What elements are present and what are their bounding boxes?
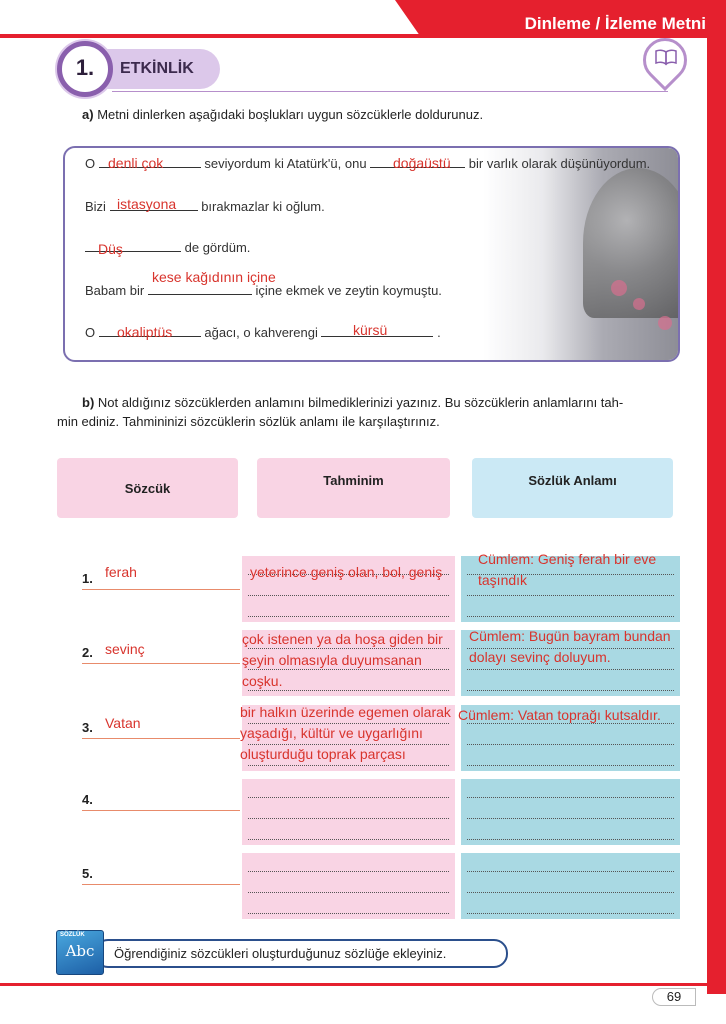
row-meaning: Cümlem: Geniş ferah bir eve taşındık: [478, 551, 657, 588]
part-b-letter: b): [82, 395, 95, 410]
meaning-cell[interactable]: [461, 853, 680, 919]
activity-divider: [112, 91, 668, 92]
word-line: [82, 884, 240, 885]
answer-7: kürsü: [353, 322, 388, 338]
row-guess: bir halkın üzerinde egemen olarak yaşadığı, kültür ve uygarlığını oluşturduğu toprak parçası: [240, 704, 451, 762]
part-a-letter: a): [82, 107, 94, 122]
header-meaning: Sözlük Anlamı: [472, 458, 673, 518]
word-line: [82, 810, 240, 811]
guess-cell[interactable]: [242, 853, 455, 919]
answer-4: Düş: [98, 241, 123, 257]
header-band: [0, 34, 726, 38]
row-number: 2.: [82, 645, 93, 660]
photo-flower: [633, 298, 645, 310]
answer-5: kese kağıdının içine: [152, 269, 276, 285]
fill-line-text: ağacı, o kahverengi: [204, 325, 318, 340]
photo-flower: [611, 280, 627, 296]
row-number: 4.: [82, 792, 93, 807]
fill-line-text: seviyordum ki Atatürk'ü, onu: [204, 156, 367, 171]
dictionary-note: Öğrendiğiniz sözcükleri oluşturduğunuz sözlüğe ekleyiniz.: [114, 946, 447, 961]
row-number: 1.: [82, 571, 93, 586]
row-guess: yeterince geniş olan, bol, geniş: [250, 564, 443, 580]
meaning-cell[interactable]: [461, 779, 680, 845]
photo-figure: [583, 168, 680, 318]
fill-line-text: de gördüm.: [184, 240, 251, 255]
part-b-text: Not aldığınız sözcüklerden anlamını bilmediklerinizi yazınız. Bu sözcüklerin anlamlarını tah-: [97, 395, 624, 410]
fill-line-4: [85, 283, 442, 298]
header-word: Sözcük: [57, 458, 238, 518]
row-number: 3.: [82, 720, 93, 735]
answer-2: doğaüstü: [393, 155, 451, 171]
part-b-instruction-2: min ediniz. Tahmininizi sözcüklerin sözlük anlamı ile karşılaştırınız.: [57, 414, 440, 429]
word-line: [82, 663, 240, 664]
fill-line-1: [85, 156, 650, 171]
row-word: ferah: [105, 564, 137, 580]
row-meaning: Cümlem: Bugün bayram bundan dolayı sevinç doluyum.: [469, 628, 671, 665]
answer-1: denli çok: [108, 155, 164, 171]
dictionary-book-abc: Abc: [65, 942, 95, 960]
part-b-instruction-1: [82, 393, 623, 412]
bottom-band: [0, 983, 707, 986]
row-meaning: Cümlem: Vatan toprağı kutsaldır.: [458, 707, 661, 723]
fill-line-text: içine ekmek ve zeytin koymuştu.: [255, 283, 442, 298]
header-guess: Tahminim: [257, 458, 450, 518]
word-line: [82, 589, 240, 590]
right-edge-bar: [707, 34, 726, 994]
dictionary-book-label: SÖZLÜK: [60, 932, 85, 938]
ataturk-photo: [483, 148, 680, 362]
fill-line-text: Bizi: [85, 199, 106, 214]
fill-line-text: O: [85, 156, 96, 171]
page-number: 69: [666, 989, 682, 1004]
fill-line-text: .: [437, 325, 441, 340]
photo-flower: [658, 316, 672, 330]
open-book-icon: [655, 48, 677, 66]
row-word: Vatan: [105, 715, 141, 731]
activity-number: 1.: [75, 55, 95, 80]
part-a-instruction: [82, 105, 483, 124]
row-number: 5.: [82, 866, 93, 881]
row-guess: çok istenen ya da hoşa giden bir şeyin olmasıyla duyumsanan coşku.: [242, 631, 443, 689]
word-line: [82, 738, 240, 739]
fill-line-text: bir varlık olarak düşünüyordum.: [468, 156, 651, 171]
answer-6: okaliptüs: [117, 324, 173, 340]
section-title: Dinleme / İzleme Metni: [524, 14, 706, 33]
row-word: sevinç: [105, 641, 145, 657]
fill-line-text: Babam bir: [85, 283, 145, 298]
part-a-text: Metni dinlerken aşağıdaki boşlukları uygun sözcüklerle doldurunuz.: [97, 107, 484, 122]
fill-line-text: bırakmazlar ki oğlum.: [201, 199, 325, 214]
guess-cell[interactable]: [242, 779, 455, 845]
activity-label: ETKİNLİK: [120, 60, 194, 77]
fill-line-text: O: [85, 325, 96, 340]
answer-3: istasyona: [117, 196, 177, 212]
